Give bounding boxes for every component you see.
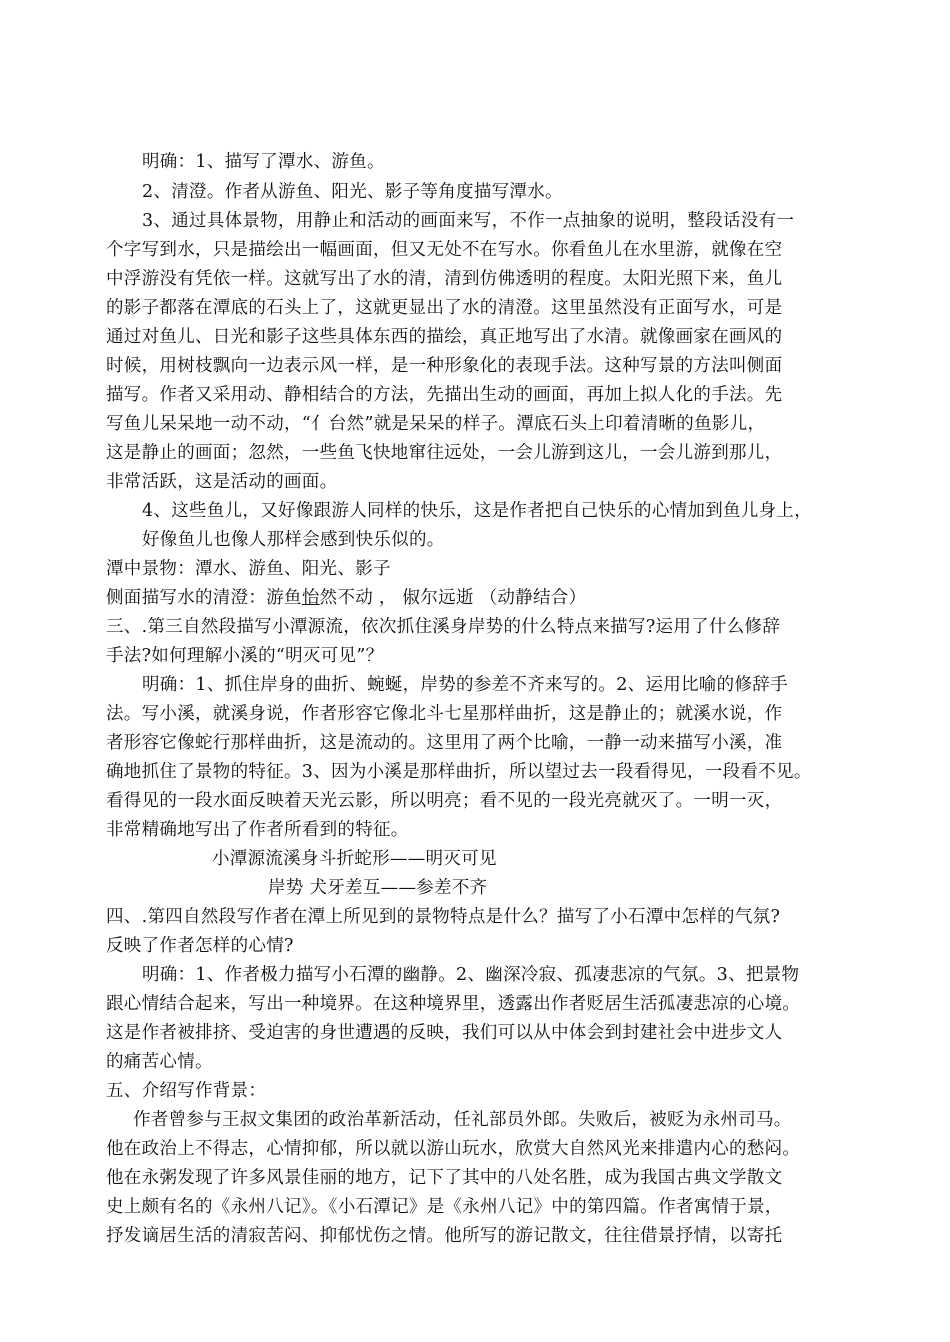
text-segment: 然不动 ， 俶尔远逝 （动静结合） [319,588,587,608]
text-line: 明确：1、描写了潭水、游鱼。 [142,152,385,172]
section-heading: 手法?如何理解小溪的“明灭可见”？ [106,646,384,666]
text-line: 4、这些鱼儿，又好像跟游人同样的快乐，这是作者把自己快乐的心情加到鱼儿身上， [142,501,813,521]
section-heading: 四、.第四自然段写作者在潭上所见到的景物特点是什么？描写了小石潭中怎样的气氛? [106,907,781,927]
text-line: 个字写到水，只是描绘出一幅画面，但又无处不在写水。你看鱼儿在水里游，就像在空 [106,240,783,260]
text-line: 明确：1、作者极力描写小石潭的幽静。2、幽深冷寂、孤凄悲凉的气氛。3、把景物 [142,965,800,985]
text-line: 抒发谪居生活的清寂苦闷、抑郁忧伤之情。他所写的游记散文，往往借景抒情，以寄托 [106,1226,783,1246]
section-heading: 反映了作者怎样的心情? [106,936,294,956]
text-line: 非常精确地写出了作者所看到的特征。 [106,820,409,840]
text-line: 法。写小溪，就溪身说，作者形容它像北斗七星那样曲折，这是静止的；就溪水说，作 [106,704,783,724]
underlined-character: 怡 [301,588,320,608]
text-line: 他在永粥发现了许多风景佳丽的地方，记下了其中的八处名胜，成为我国古典文学散文 [106,1168,783,1188]
summary-line: 小潭源流溪身斗折蛇形——明灭可见 [212,849,497,869]
text-line: 好像鱼儿也像人那样会感到快乐似的。 [142,530,445,550]
text-line: 史上颇有名的《永州八记》。《小石潭记》是《永州八记》中的第四篇。作者寓情于景， [106,1197,783,1217]
text-line: 确地抓住了景物的特征。3、因为小溪是那样曲折，所以望过去一段看得见，一段看不见。 [106,762,812,782]
section-heading: 三、.第三自然段描写小潭源流，依次抓住溪身岸势的什么特点来描写?运用了什么修辞 [106,617,781,637]
text-line: 非常活跃，这是活动的画面。 [106,472,338,492]
text-line: 跟心情结合起来，写出一种境界。在这种境界里，透露出作者贬居生活孤凄悲凉的心境。 [106,994,801,1014]
section-heading: 五、介绍写作背景： [106,1081,267,1101]
text-line: 2、清澄。作者从游鱼、阳光、影子等角度描写潭水。 [142,182,563,202]
text-line: 的痛苦心情。 [106,1052,213,1072]
text-line: 描写。作者又采用动、静相结合的方法，先描出生动的画面，再加上拟人化的手法。先 [106,385,783,405]
text-line: 中浮游没有凭依一样。这就写出了水的清，清到仿佛透明的程度。太阳光照下来，鱼儿 [106,269,783,289]
text-line: 时候，用树枝飘向一边表示风一样，是一种形象化的表现手法。这种写景的方法叫侧面 [106,356,783,376]
summary-line: 岸势 犬牙差互——参差不齐 [268,878,488,898]
text-line [106,586,586,610]
text-line: 作者曾参与王叔文集团的政治革新活动，任礼部员外郎。失败后，被贬为永州司马。 [133,1110,792,1130]
text-line: 写鱼儿呆呆地一动不动，“亻台然”就是呆呆的样子。潭底石头上印着清晰的鱼影儿， [106,414,766,434]
text-line: 这是静止的画面；忽然，一些鱼飞快地窜往远处，一会儿游到这儿，一会儿游到那儿， [106,443,783,463]
text-line: 通过对鱼儿、日光和影子这些具体东西的描绘，真正地写出了水清。就像画家在画风的 [106,327,783,347]
text-line: 这是作者被排挤、受迫害的身世遭遇的反映，我们可以从中体会到封建社会中进步文人 [106,1023,783,1043]
text-line: 他在政治上不得志，心情抑郁，所以就以游山玩水，欣赏大自然风光来排遣内心的愁闷。 [106,1139,801,1159]
text-line: 者形容它像蛇行那样曲折，这是流动的。这里用了两个比喻，一静一动来描写小溪，准 [106,733,783,753]
text-line: 看得见的一段水面反映着天光云影，所以明亮；看不见的一段光亮就灭了。一明一灭， [106,791,783,811]
text-line: 的影子都落在潭底的石头上了，这就更显出了水的清澄。这里虽然没有正面写水，可是 [106,298,783,318]
text-line: 3、通过具体景物，用静止和活动的画面来写，不作一点抽象的说明，整段话没有一 [142,211,795,231]
text-segment: 侧面描写水的清澄：游鱼 [106,588,302,608]
text-line: 潭中景物：潭水、游鱼、阳光、影子 [106,559,391,579]
text-line: 明确：1、抓住岸身的曲折、蜿蜒，岸势的参差不齐来写的。2、运用比喻的修辞手 [142,675,788,695]
